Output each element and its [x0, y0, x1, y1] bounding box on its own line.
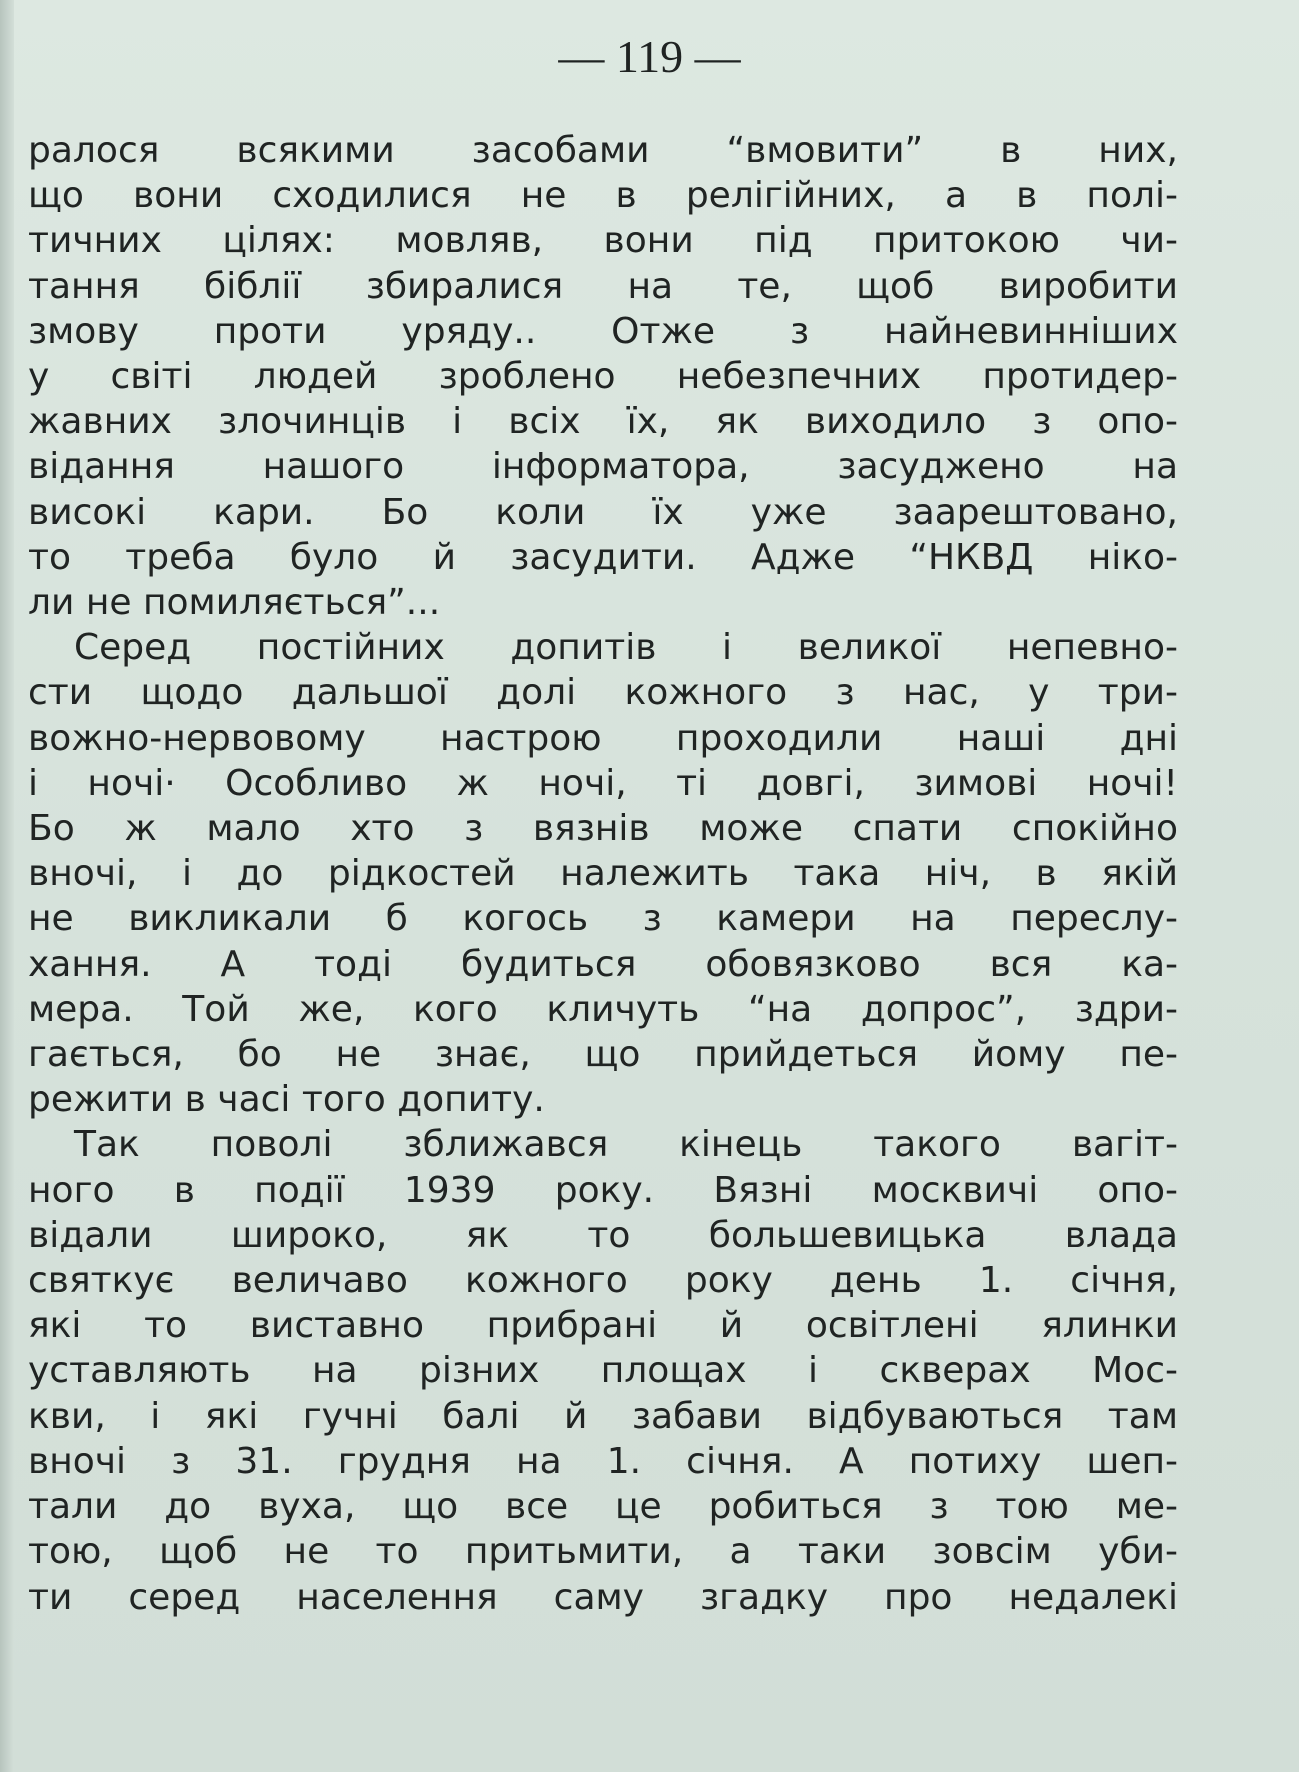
text-line: Так поволі зближався кінець такого вагіт-: [74, 1124, 1178, 1166]
text-line: вночі з 31. грудня на 1. січня. А потиху шеп-: [28, 1440, 1178, 1482]
text-line: що вони сходилися не в релігійних, а в полі-: [28, 175, 1178, 217]
text-line: у світі людей зроблено небезпечних протидер-: [28, 356, 1178, 398]
text-line: мера. Той же, кого кличуть “на допрос”, здри-: [28, 988, 1178, 1030]
text-line: сти щодо дальшої долі кожного з нас, у три-: [28, 672, 1178, 714]
text-line: кви, і які гучні балі й забави відбуваються там: [28, 1395, 1178, 1437]
text-line: змову проти уряду.. Отже з найневинніших: [28, 310, 1178, 352]
page-binding-edge: [0, 0, 14, 1772]
text-line: вожно-нервовому настрою проходили наші дні: [28, 717, 1178, 759]
text-line: хання. А тоді будиться обовязково вся ка-: [28, 943, 1178, 985]
text-line: режити в часі того допиту.: [28, 1079, 545, 1121]
text-line: вночі, і до рідкостей належить така ніч, в якій: [28, 853, 1178, 895]
text-line: святкує величаво кожного року день 1. січня,: [28, 1260, 1178, 1302]
text-line: і ночі· Особливо ж ночі, ті довгі, зимові ночі!: [28, 762, 1178, 804]
text-line: то треба було й засудити. Адже “НКВД ніко-: [28, 536, 1178, 578]
text-line: жавних злочинців і всіх їх, як виходило з опо-: [28, 401, 1178, 443]
page-body: [28, 128, 1178, 1620]
text-line: Бо ж мало хто з вязнів може спати спокійно: [28, 808, 1178, 850]
text-line: високі кари. Бо коли їх уже заарештовано,: [28, 491, 1178, 533]
text-line: відання нашого інформатора, засуджено на: [28, 446, 1178, 488]
text-line: ти серед населення саму згадку про недалекі: [28, 1576, 1178, 1618]
text-line: ралося всякими засобами “вмовити” в них,: [28, 130, 1178, 171]
text-line: Серед постійних допитів і великої непевно-: [74, 627, 1178, 669]
text-line: тою, щоб не то притьмити, а таки зовсім уби-: [28, 1531, 1178, 1573]
text-line: які то виставно прибрані й освітлені ялинки: [28, 1305, 1178, 1347]
text-line: не викликали б когось з камери на переслу-: [28, 898, 1178, 940]
text-line: тичних цілях: мовляв, вони під притокою чи-: [28, 220, 1178, 262]
page-number: — 119 —: [558, 31, 741, 82]
text-line: відали широко, як то большевицька влада: [28, 1214, 1178, 1256]
text-line: тання біблії збиралися на те, щоб виробити: [28, 265, 1178, 307]
text-line: ли не помиляється”...: [28, 582, 441, 624]
text-line: тали до вуха, що все це робиться з тою ме-: [28, 1486, 1178, 1528]
text-line: уставляють на різних площах і скверах Мос-: [28, 1350, 1178, 1392]
text-line: гається, бо не знає, що прийдеться йому пе-: [28, 1034, 1178, 1076]
text-line: ного в події 1939 року. Вязні москвичі опо-: [28, 1169, 1178, 1211]
